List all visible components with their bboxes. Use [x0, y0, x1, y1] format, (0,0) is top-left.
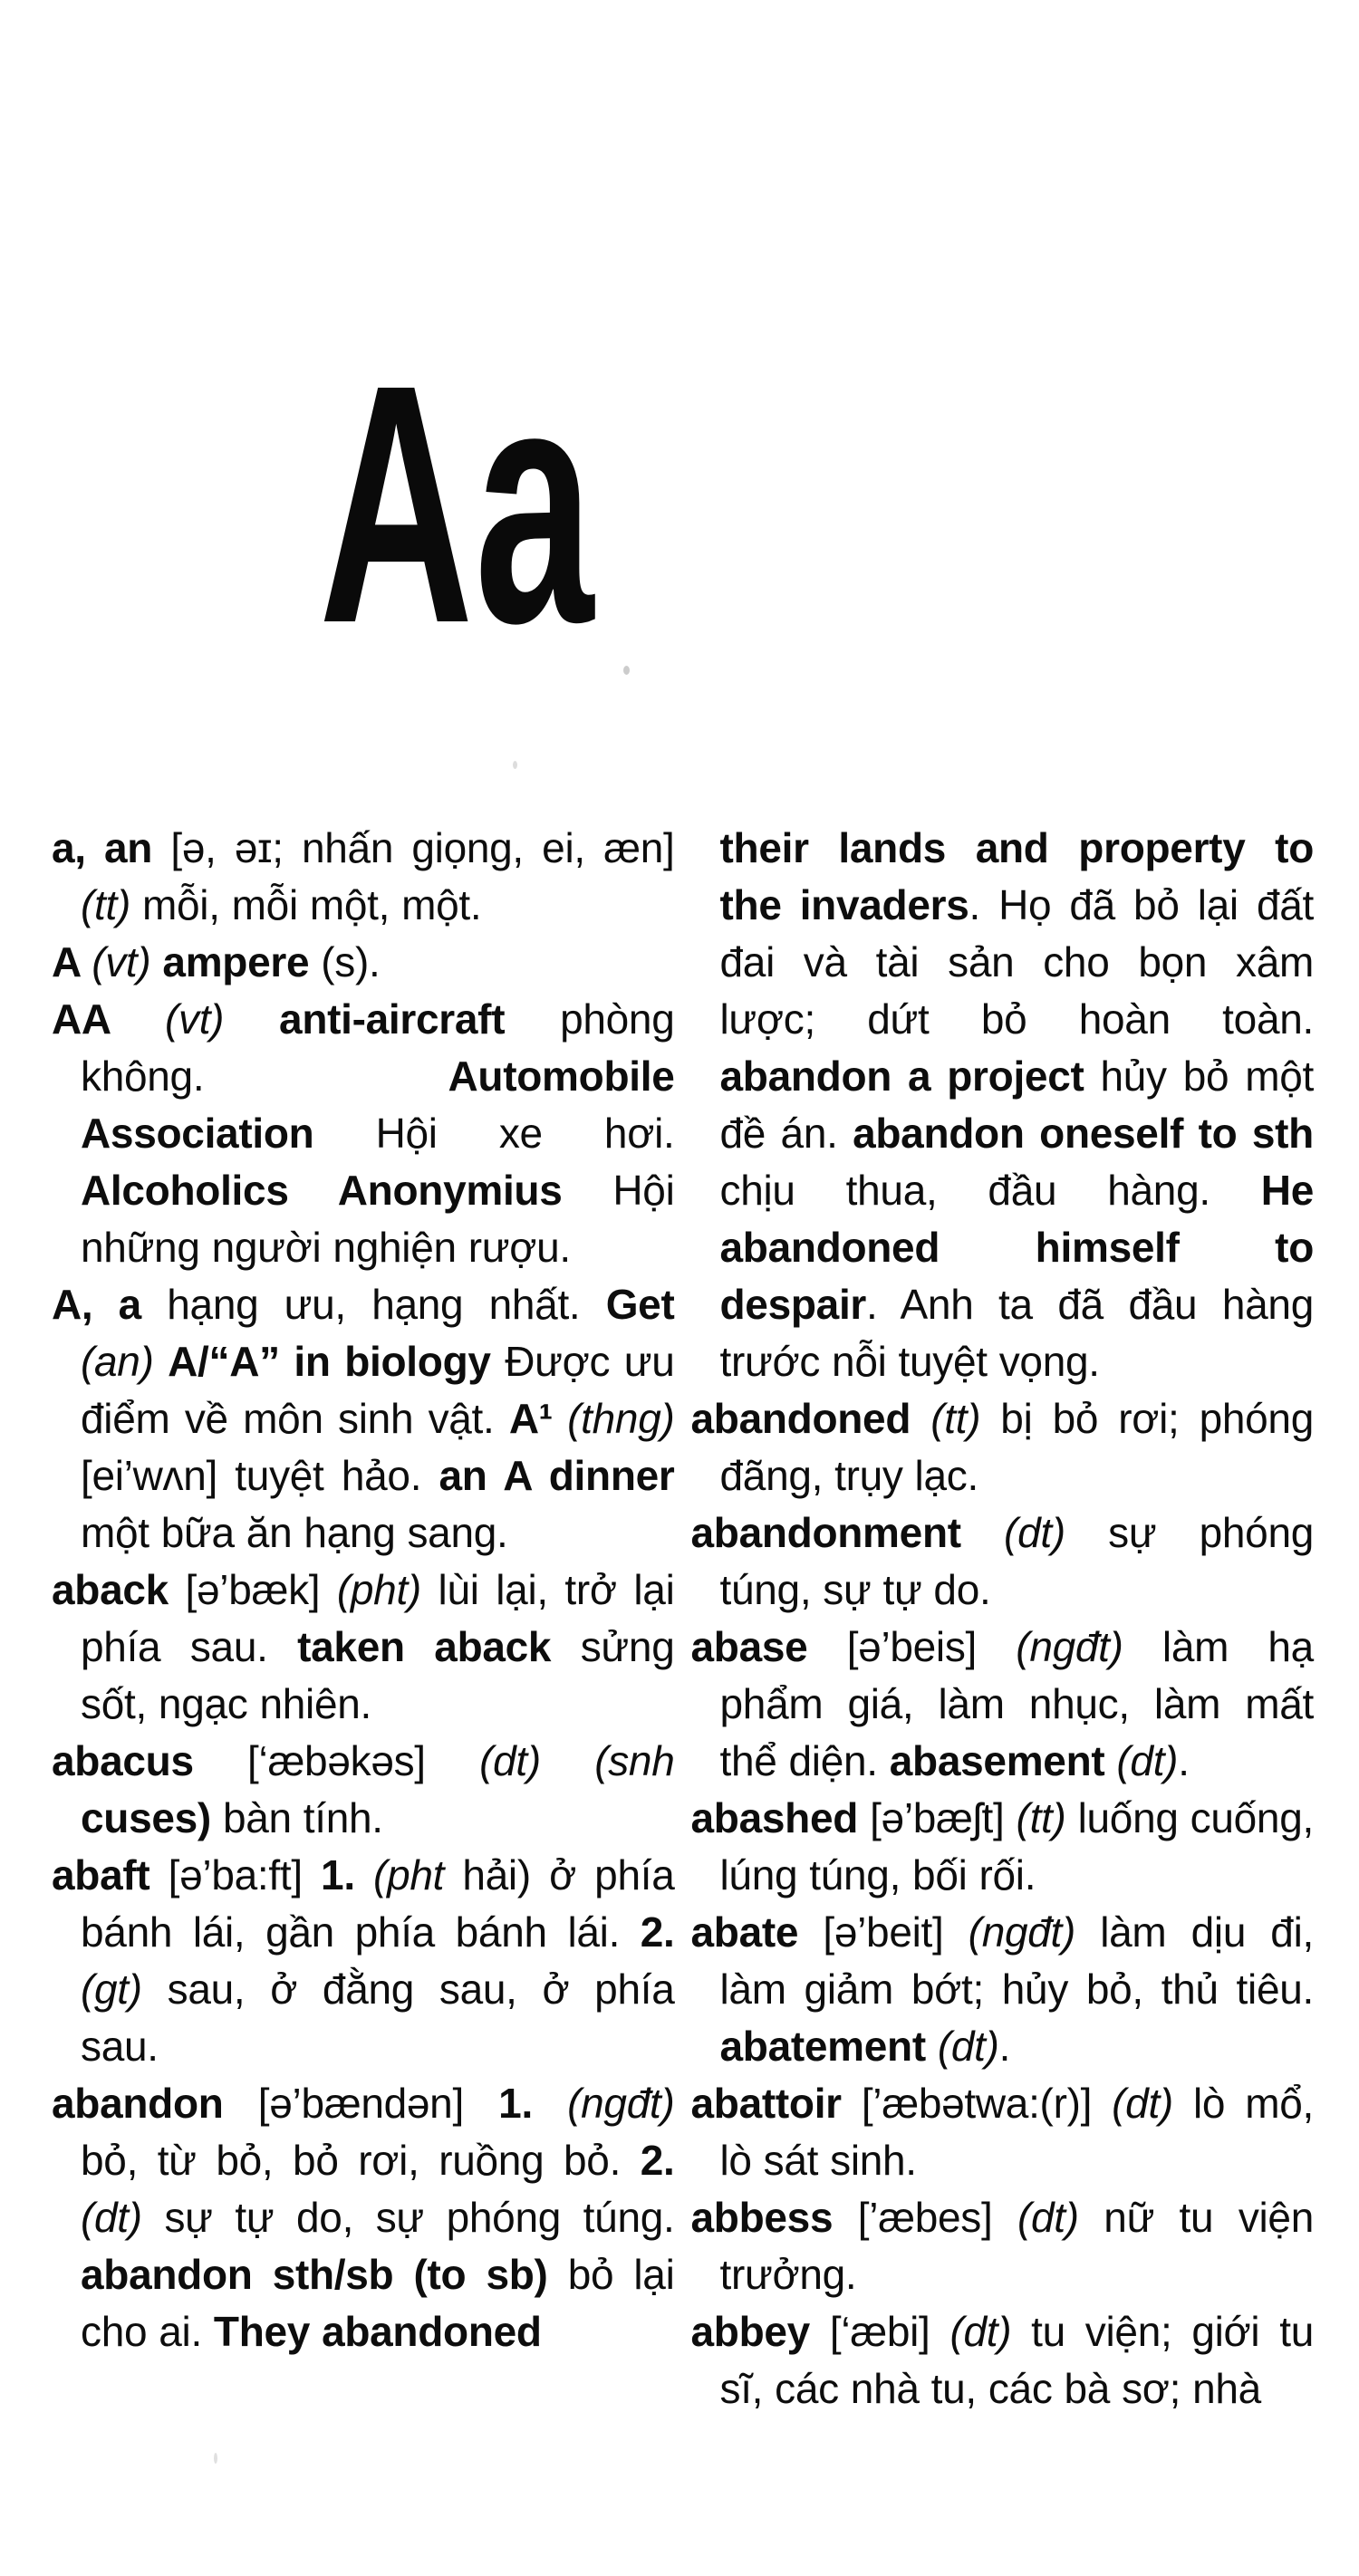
dictionary-entry [52, 2075, 675, 2360]
headword-or-bold-text: abatement [719, 2023, 938, 2070]
pos-italic-text: (tt) [81, 881, 142, 928]
headword-or-bold-text: aback [52, 1566, 186, 1613]
headword-or-bold-text: abandon oneself to sth [853, 1110, 1314, 1157]
dictionary-entry [691, 1619, 1315, 1790]
definition-text: sự tự do, sự phóng túng. [164, 2194, 675, 2241]
pos-italic-text: (dt) [81, 2194, 165, 2241]
headword-or-bold-text: abbess [690, 2194, 858, 2241]
pos-italic-text: (gt) [81, 1966, 168, 2013]
headword-or-bold-text: abasement [889, 1737, 1117, 1784]
headword-or-bold-text: 1. [498, 2080, 568, 2127]
definition-text: [ə’ba:ft] [168, 1851, 322, 1898]
headword-or-bold-text: cuses) [81, 1794, 223, 1841]
definition-text: hạng ưu, hạng nhất. [167, 1281, 606, 1328]
definition-text: [ə’bændən] [257, 2080, 499, 2127]
headword-or-bold-text: AA [52, 995, 165, 1043]
definition-text: mỗi, mỗi một, một. [141, 881, 482, 928]
definition-text: tu viện; giới tu sĩ, các nhà tu, các bà sơ; nhà [719, 2308, 1315, 2412]
definition-text: Hội xe hơi. [375, 1110, 675, 1157]
definition-text: chịu thua, đầu hàng. [719, 1167, 1261, 1214]
headword-or-bold-text: their lands and property to the invaders [719, 824, 1314, 928]
pos-italic-text: (pht [373, 1851, 463, 1898]
definition-text: bị bỏ rơi; phóng đãng, trụy lạc. [719, 1395, 1314, 1499]
pos-italic-text: (dt) [1116, 1737, 1179, 1784]
headword-or-bold-text: a, an [52, 824, 171, 871]
definition-text: [ei’wʌn] tuyệt hảo. [81, 1452, 439, 1499]
headword-or-bold-text: They abandoned [213, 2308, 542, 2355]
definition-text: lùi lại, trở lại phía sau. [81, 1566, 675, 1670]
headword-or-bold-text: 2. [640, 2137, 675, 2184]
headword-or-bold-text: abandon sth/sb (to sb) [81, 2251, 568, 2298]
definition-text: . [998, 2023, 1011, 2070]
definition-text: [ə, əɪ; nhấn giọng, ei, æn] [170, 824, 675, 871]
definition-text: Được ưu điểm về môn sinh vật. [81, 1338, 675, 1442]
definition-text: . [1178, 1737, 1190, 1784]
definition-text: phòng không. [81, 995, 675, 1100]
headword-or-bold-text: A, a [52, 1281, 168, 1328]
definition-text: [ə’bæk] [185, 1566, 337, 1613]
pos-italic-text: (ngđt) [968, 1908, 1101, 1956]
definition-text: sự phóng túng, sự tự do. [719, 1509, 1315, 1613]
definition-text: [ə’beit] [823, 1908, 969, 1956]
headword-or-bold-text: abashed [690, 1794, 871, 1841]
pos-italic-text: (an) [81, 1338, 169, 1385]
headword-or-bold-text: abandon a project [719, 1053, 1101, 1100]
definition-text: [ə’bæʃt] [870, 1794, 1017, 1841]
headword-or-bold-text: abacus [52, 1737, 248, 1784]
headword-or-bold-text: Get [605, 1281, 675, 1328]
dictionary-entry [52, 1562, 675, 1733]
dictionary-entry [52, 934, 675, 991]
headword-or-bold-text: A¹ [508, 1395, 568, 1442]
dictionary-entry [691, 1904, 1315, 2075]
definition-text: [’æbes] [857, 2194, 1017, 2241]
definition-text: một bữa ăn hạng sang. [81, 1509, 508, 1556]
dictionary-entry [52, 1276, 675, 1562]
definition-text: làm hạ phẩm giá, làm nhục, làm mất thể diện. [719, 1623, 1314, 1784]
headword-or-bold-text: A/“A” in biology [168, 1338, 506, 1385]
dictionary-entry [691, 1790, 1315, 1904]
headword-or-bold-text: ampere [162, 938, 322, 985]
pos-italic-text: (dt) [1112, 2080, 1193, 2127]
headword-or-bold-text: 1. [321, 1851, 374, 1898]
definition-text: bỏ, từ bỏ, bỏ rơi, ruồng bỏ. [81, 2137, 641, 2184]
pos-italic-text: (thng) [567, 1395, 675, 1442]
pos-italic-text: (ngđt) [567, 2080, 675, 2127]
scan-speck [623, 666, 630, 675]
dictionary-entry [691, 2075, 1315, 2189]
definition-text: [’æbətwa:(r)] [861, 2080, 1113, 2127]
definition-text: . Anh ta đã đầu hàng trước nỗi tuyệt vọng. [719, 1281, 1314, 1385]
definition-text: (s). [321, 938, 381, 985]
dictionary-entry [52, 820, 675, 934]
definition-text: luống cuống, lúng túng, bối rối. [719, 1794, 1314, 1898]
dictionary-entry [52, 1733, 675, 1847]
headword-or-bold-text: abandonment [690, 1509, 1005, 1556]
definition-text: Hội những người nghiện rượu. [81, 1167, 675, 1271]
headword-or-bold-text: He abandoned himself to despair [719, 1167, 1314, 1328]
definition-text: [‘æbi] [829, 2308, 950, 2355]
headword-or-bold-text: 2. [640, 1908, 675, 1956]
headword-or-bold-text: abase [690, 1623, 847, 1670]
dictionary-entry [691, 2303, 1315, 2417]
headword-or-bold-text: Automobile Association [81, 1053, 675, 1157]
headword-or-bold-text: an A dinner [439, 1452, 675, 1499]
dictionary-entry [52, 991, 675, 1276]
dictionary-entry [691, 2189, 1315, 2303]
pos-italic-text: (ngđt) [1016, 1623, 1162, 1670]
scan-speck [513, 761, 517, 769]
definition-text: [ə’beis] [846, 1623, 1017, 1670]
headword-or-bold-text: abbey [690, 2308, 830, 2355]
definition-text: lò mổ, lò sát sinh. [719, 2080, 1315, 2184]
headword-or-bold-text: A [52, 938, 92, 985]
right-column [691, 820, 1315, 2417]
headword-or-bold-text: abate [690, 1908, 824, 1956]
pos-italic-text: (tt) [1016, 1794, 1078, 1841]
dictionary-entry [691, 1390, 1315, 1504]
headword-or-bold-text: taken aback [297, 1623, 581, 1670]
pos-italic-text: (vt) [164, 995, 280, 1043]
pos-italic-text: (vt) [92, 938, 163, 985]
headword-or-bold-text: Alcoholics Anonymius [81, 1167, 613, 1214]
definition-text: sửng sốt, ngạc nhiên. [81, 1623, 675, 1727]
definition-text: [‘æbəkəs] [247, 1737, 480, 1784]
headword-or-bold-text: anti-aircraft [279, 995, 561, 1043]
pos-italic-text: (tt) [930, 1395, 1001, 1442]
definition-text: hủy bỏ một đề án. [719, 1053, 1315, 1157]
definition-text: bỏ lại cho ai. [81, 2251, 675, 2355]
definition-text: sau, ở đằng sau, ở phía sau. [81, 1966, 675, 2070]
pos-italic-text: (pht) [336, 1566, 439, 1613]
definition-text: làm dịu đi, làm giảm bớt; hủy bỏ, thủ tiêu. [719, 1908, 1314, 2013]
definition-text: hải) ở phía bánh lái, gần phía bánh lái. [81, 1851, 675, 1956]
pos-italic-text: (dt) [937, 2023, 999, 2070]
definition-text: . Họ đã bỏ lại đất đai và tài sản cho bọn xâm lược; dứt bỏ hoàn toàn. [719, 881, 1314, 1043]
headword-or-bold-text: abandoned [690, 1395, 931, 1442]
pos-italic-text: (dt) [1017, 2194, 1104, 2241]
pos-italic-text: (dt) [1004, 1509, 1109, 1556]
dictionary-entry [691, 1504, 1315, 1619]
entry-continuation [691, 820, 1315, 1390]
text-columns [52, 820, 1314, 2417]
scan-speck [214, 2453, 217, 2464]
headword-or-bold-text: abattoir [690, 2080, 862, 2127]
pos-italic-text: (dt) (snh [479, 1737, 675, 1784]
headword-or-bold-text: abaft [52, 1851, 169, 1898]
definition-text: nữ tu viện trưởng. [719, 2194, 1314, 2298]
definition-text: bàn tính. [222, 1794, 383, 1841]
pos-italic-text: (dt) [949, 2308, 1032, 2355]
left-column [52, 820, 675, 2417]
section-letter-heading: Aa [319, 315, 595, 694]
dictionary-entry [52, 1847, 675, 2075]
headword-or-bold-text: abandon [52, 2080, 258, 2127]
